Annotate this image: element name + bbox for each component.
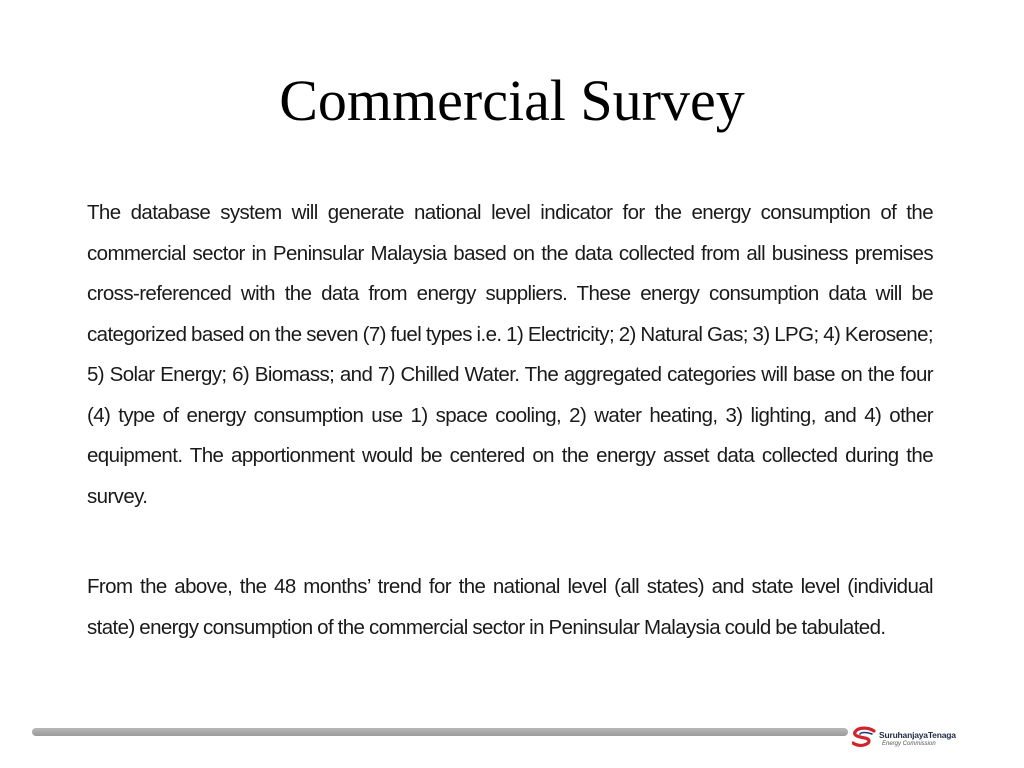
energy-commission-logo [852,724,972,754]
logo-name-text: SuruhanjayaTenaga [879,730,956,740]
body-paragraph-1: The database system will generate national level indicator for the energy consumption of the commercial sector in Peninsular Malaysia based on the data collected from all business premises cross-referenced with the data from energy suppliers. These energy consumption data will be categorized based on the seven (7) fuel types i.e. 1) Electricity; 2) Natural Gas; 3) LPG; 4) Kerosene; 5) Solar Energy; 6) Biomass; and 7) Chilled Water. The aggregated categories will base on the four (4) type of energy consumption use 1) space cooling, 2) water heating, 3) lighting, and 4) other equipment. The apportionment would be centered on the energy asset data collected during the survey. [87,201,933,508]
body-paragraph-2: From the above, the 48 months’ trend for the national level (all states) and state level (individual state) energy consumption of the commercial sector in Peninsular Malaysia could be tabulated. [87,575,933,639]
logo-subtitle-text: Energy Commission [882,741,936,747]
footer-divider-bar [32,728,848,736]
slide-title: Commercial Survey [279,68,745,133]
suruhanjaya-tenaga-logo-icon [852,726,876,748]
